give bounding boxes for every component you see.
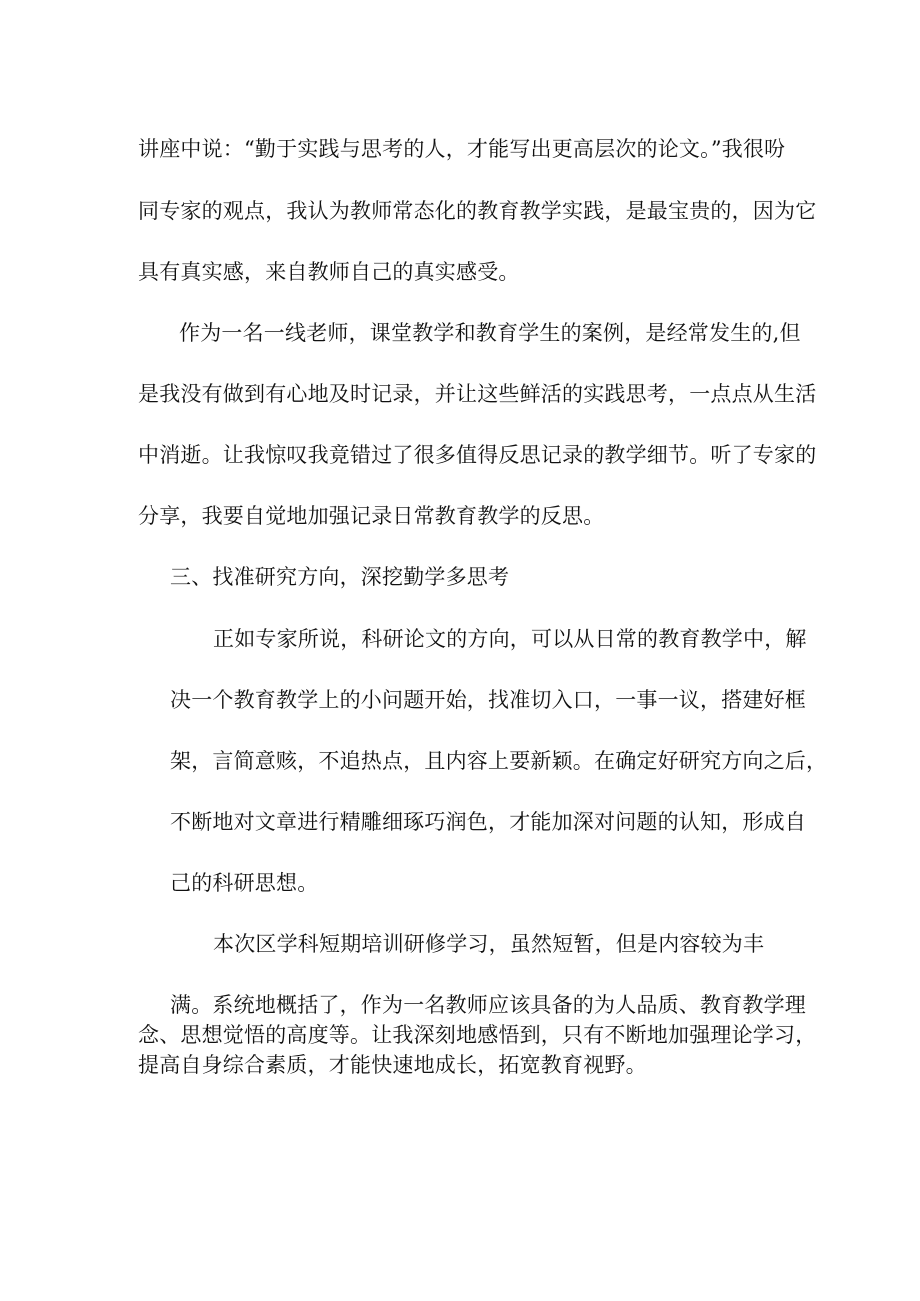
text-line: 决一个教育教学上的小问题开始，找准切入口，一事一议，搭建好框	[170, 688, 806, 712]
text-line: 具有真实感，来自教师自己的真实感受。	[138, 260, 520, 284]
text-line: 本次区学科短期培训研修学习，虽然短暂，但是内容较为丰	[213, 932, 765, 956]
text-line: 中消逝。让我惊叹我竟错过了很多值得反思记录的教学细节。听了专家的	[138, 443, 817, 467]
text-line: 正如专家所说，科研论文的方向，可以从日常的教育教学中，解	[213, 627, 807, 651]
text-line: 分享，我要自觉地加强记录日常教育教学的反思。	[138, 504, 605, 528]
text-line: 满。系统地概括了，作为一名教师应该具备的为人品质、教育教学理	[170, 993, 806, 1017]
text-line: 不断地对文章进行精雕细琢巧润色，才能加深对问题的认知，形成自	[170, 810, 806, 834]
text-line: 是我没有做到有心地及时记录，并让这些鲜活的实践思考，一点点从生活	[138, 382, 817, 406]
text-line: 提高自身综合素质，才能快速地成长，拓宽教育视野。	[138, 1053, 647, 1077]
text-line: 讲座中说：“勤于实践与思考的人，才能写出更高层次的论文。”我很吩	[138, 137, 786, 161]
text-line: 念、思想觉悟的高度等。让我深刻地感悟到，只有不断地加强理论学习，	[138, 1023, 817, 1047]
section-heading: 三、找准研究方向，深挖勤学多思考	[170, 565, 510, 589]
text-line: 架，言简意赅，不追热点，且内容上要新颖。在确定好研究方向之后，	[170, 749, 828, 773]
text-line: 同专家的观点，我认为教师常态化的教育教学实践，是最宝贵的，因为它	[138, 199, 817, 223]
text-line: 作为一名一线老师，课堂教学和教育学生的案例，是经常发生的,但	[179, 321, 801, 345]
text-line: 己的科研思想。	[170, 871, 319, 895]
